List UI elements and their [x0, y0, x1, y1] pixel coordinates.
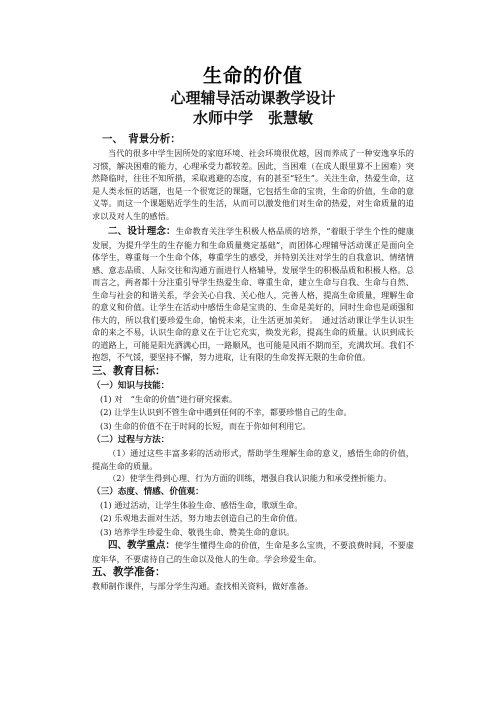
section-heading-design-concept: 二、设计理念：	[108, 226, 176, 237]
section-heading-key-points: 四、教学重点：	[108, 540, 175, 551]
preparation-paragraph: 教师制作课件，与部分学生沟通。查找相关资料，做好准备。	[92, 581, 314, 591]
document-author: 水师中学 张慧敏	[192, 109, 313, 127]
section-heading-goals: 三、教育目标：	[92, 364, 166, 377]
goals-sub1-item: (1) 对 “生命的价值”进行研究探索。	[100, 393, 238, 404]
document-title: 生命的价值	[202, 65, 303, 87]
goals-sub1-item: (3) 生命的价值不在于时间的长短，而在于你如何利用它。	[100, 420, 311, 431]
design-concept-paragraph	[92, 225, 414, 364]
key-points-text: 使学生懂得生命的价值，生命是多么宝贵，不要浪费时间，不要虚度年华，不要虐待自己的生命以及他人的生命。学会珍爱生命。	[92, 540, 414, 564]
background-paragraph: 当代的很多中学生因所处的家庭环境、社会环境很优越，因而养成了一种安逸享乐的习惯，解决困难的能力，心理承受力都较差。因此，当困难（在成人眼里算不上困难）突然降临时，往往不知所措，采取逃避的态度，有的甚至“轻生”。关注生命，热爱生命，这是人类永恒的话题，也是一个很宽泛的课题，它包括生命的宝贵，生命的价值，生命的意义等。而这一个课题贴近学生的生活，从而可以激发他们对生命的热爱，对生命质量的追求以及对人生的感悟。	[92, 148, 414, 221]
section-heading-background: 一、 背景分析：	[102, 133, 181, 145]
goals-sub2-item: （1）通过这些丰富多彩的活动形式，帮助学生理解生命的意义，感悟生命的价值，提高生命的质量。	[92, 448, 414, 471]
goals-sub2-heading: （二）过程与方法：	[92, 435, 170, 445]
key-points-paragraph	[92, 539, 414, 565]
document-page	[92, 64, 414, 593]
goals-sub2-item: （2）使学生得到心理、行为方面的训练，增强自我认识能力和承受挫折能力。	[108, 473, 392, 483]
goals-sub3-item: (3) 培养学生珍爱生命、敬畏生命、赞美生命的意识。	[100, 526, 295, 537]
goals-sub1-item: (2) 让学生认识到不管生命中遇到任何的不幸，都要珍惜自己的生命。	[100, 407, 352, 417]
goals-sub3-heading: （三）态度、情感、价值观：	[92, 486, 204, 497]
goals-sub3-item: (2) 乐观地去面对生活，努力地去创造自己的生命价值。	[100, 513, 303, 523]
section-heading-preparation: 五、教学准备：	[92, 566, 166, 578]
document-subtitle: 心理辅导活动课教学设计	[170, 89, 336, 107]
goals-sub1-heading: （一）知识与技能：	[92, 380, 170, 391]
goals-sub3-item: (1) 通过活动，让学生体验生命、感悟生命，歌颂生命。	[100, 499, 303, 510]
design-concept-text: 生命教育关注学生积极人格品质的培养，“着眼于学生个性的健康发展，为提升学生的生存能力和生命质量奠定基础”，而团体心理辅导活动课正是面向全体学生，尊重每一个生命个体，尊重学生的感受，并特别关注对学生的自我意识、情绪情感、意志品质、人际交往和沟通方面进行人格辅导，发展学生的积极品质和积极人格。总而言之，两者都十分注重引导学生热爱生命、尊重生命，建立生命与自我、生命与自然、生命与社会的和谐关系，学会关心自我、关心他人，完善人格，提高生命质量，理解生命的意义和价值。让学生在活动中感悟生命是宝贵的、生命是美好的，同时生命也是顽强和伟大的，所以我们要珍爱生命，愉悦未来，让生活更加美好。 通过活动课让学生认识生命的来之不易，认识生命的意义在于让它充实，焕发光彩，提高生命的质量。认识到成长的道路上，可能是阳光洒满心田，一路顺风，也可能是风雨不期而至，充满坎坷。我们不抱怨，不气馁，要坚持不懈，努力进取，让有限的生命发挥无限的生命价值。	[92, 226, 414, 362]
